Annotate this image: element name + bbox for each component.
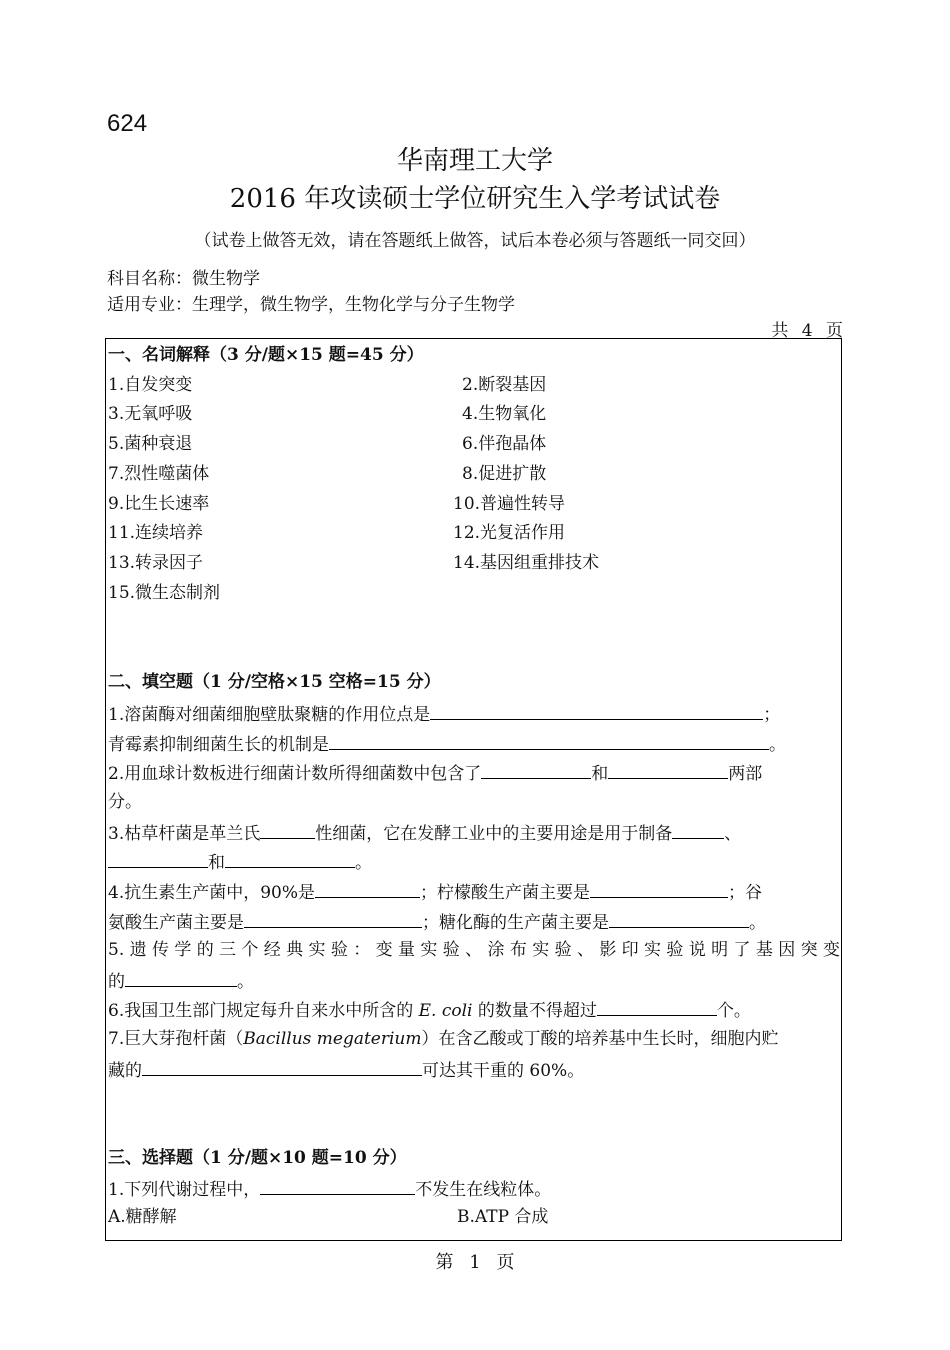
term-row (108, 583, 840, 603)
answer-blank[interactable] (609, 911, 749, 928)
term: 15.微生态制剂 (108, 583, 221, 603)
term-row (108, 553, 840, 573)
term-row (108, 404, 840, 424)
term: 3.无氧呼吸 (108, 404, 193, 424)
term: 5.菌种衰退 (108, 434, 193, 454)
fill-question-3: 3.枯草杆菌是革兰氏 性细菌，它在发酵工业中的主要用途是用于制备 、 (108, 824, 742, 844)
answer-blank[interactable] (608, 762, 728, 779)
exam-code: 624 (107, 110, 148, 137)
option-b: B.ATP 合成 (457, 1207, 549, 1227)
fill-question-2: 2.用血球计数板进行细菌计数所得细菌数中包含了 和 两部 (108, 764, 763, 784)
fill-question-3-cont: 和 。 (108, 851, 840, 873)
answer-blank[interactable] (108, 851, 208, 868)
answer-blank[interactable] (260, 822, 315, 839)
term-row (108, 523, 840, 543)
section3-heading: 三、选择题（1 分/题×10 题=10 分） (108, 1148, 407, 1168)
answer-blank[interactable] (225, 851, 355, 868)
fill-question-4-cont: 氨酸生产菌主要是 ；糖化酶的生产菌主要是 。 (108, 913, 766, 933)
choice-question-1: 1.下列代谢过程中， 不发生在线粒体。 (108, 1180, 552, 1200)
fill-question-2-cont: 分。 (108, 792, 142, 812)
total-pages: 共 4 页 (771, 321, 843, 341)
section1-heading: 一、名词解释（3 分/题×15 题=45 分） (108, 345, 424, 365)
answer-blank[interactable] (672, 822, 724, 839)
term: 13.转录因子 (108, 553, 204, 573)
answer-blank[interactable] (244, 911, 422, 928)
answer-blank[interactable] (329, 733, 769, 750)
term-row (108, 464, 840, 484)
fill-question-6: 6.我国卫生部门规定每升自来水中所含的 E. coli 的数量不得超过 个。 (108, 1001, 751, 1021)
term: 11.连续培养 (108, 523, 204, 543)
subject-name: 科目名称：微生物学 (107, 269, 260, 289)
term: 2.断裂基因 (462, 375, 547, 395)
section2-heading: 二、填空题（1 分/空格×15 空格=15 分） (108, 672, 441, 692)
university-name: 华南理工大学 (396, 146, 553, 176)
answer-blank[interactable] (430, 703, 763, 720)
answer-blank[interactable] (142, 1059, 422, 1076)
answer-blank[interactable] (590, 881, 728, 898)
fill-question-7: 7.巨大芽孢杆菌（Bacillus megaterium）在含乙酸或丁酸的培养基中生长时，细胞内贮 (108, 1029, 779, 1049)
fill-question-1b: 青霉素抑制细菌生长的机制是 。 (108, 735, 786, 755)
term: 12.光复活作用 (453, 523, 566, 543)
exam-note: （试卷上做答无效，请在答题纸上做答，试后本卷必须与答题纸一同交回） (194, 231, 756, 251)
option-a: A.糖酵解 (108, 1207, 177, 1227)
term: 7.烈性噬菌体 (108, 464, 210, 484)
term: 6.伴孢晶体 (462, 434, 547, 454)
answer-blank[interactable] (481, 762, 591, 779)
page-number: 第 1 页 (435, 1252, 515, 1273)
term: 4.生物氧化 (462, 404, 547, 424)
fill-question-7-cont: 藏的 可达其干重的 60%。 (108, 1061, 585, 1081)
term-row (108, 494, 840, 514)
choice-options (108, 1207, 840, 1227)
term: 10.普遍性转导 (453, 494, 566, 514)
fill-question-5-cont: 的 。 (108, 972, 254, 992)
term: 8.促进扩散 (462, 464, 547, 484)
fill-question-4: 4.抗生素生产菌中，90%是 ；柠檬酸生产菌主要是 ；谷 (108, 883, 763, 903)
answer-blank[interactable] (597, 999, 717, 1016)
answer-blank[interactable] (125, 970, 237, 987)
term-row (108, 375, 840, 395)
term: 1.自发突变 (108, 375, 193, 395)
term: 9.比生长速率 (108, 494, 210, 514)
exam-title: 2016 年攻读硕士学位研究生入学考试试卷 (229, 184, 721, 214)
answer-blank[interactable] (260, 1178, 415, 1195)
term: 14.基因组重排技术 (453, 553, 600, 573)
fill-question-1a: 1.溶菌酶对细菌细胞壁肽聚糖的作用位点是 ； (108, 705, 781, 725)
answer-blank[interactable] (315, 881, 420, 898)
term-row (108, 434, 840, 454)
fill-question-5: 5.遗传学的三个经典实验：变量实验、涂布实验、影印实验说明了基因突变 (108, 940, 840, 960)
applicable-majors: 适用专业：生理学，微生物学，生物化学与分子生物学 (107, 295, 515, 315)
